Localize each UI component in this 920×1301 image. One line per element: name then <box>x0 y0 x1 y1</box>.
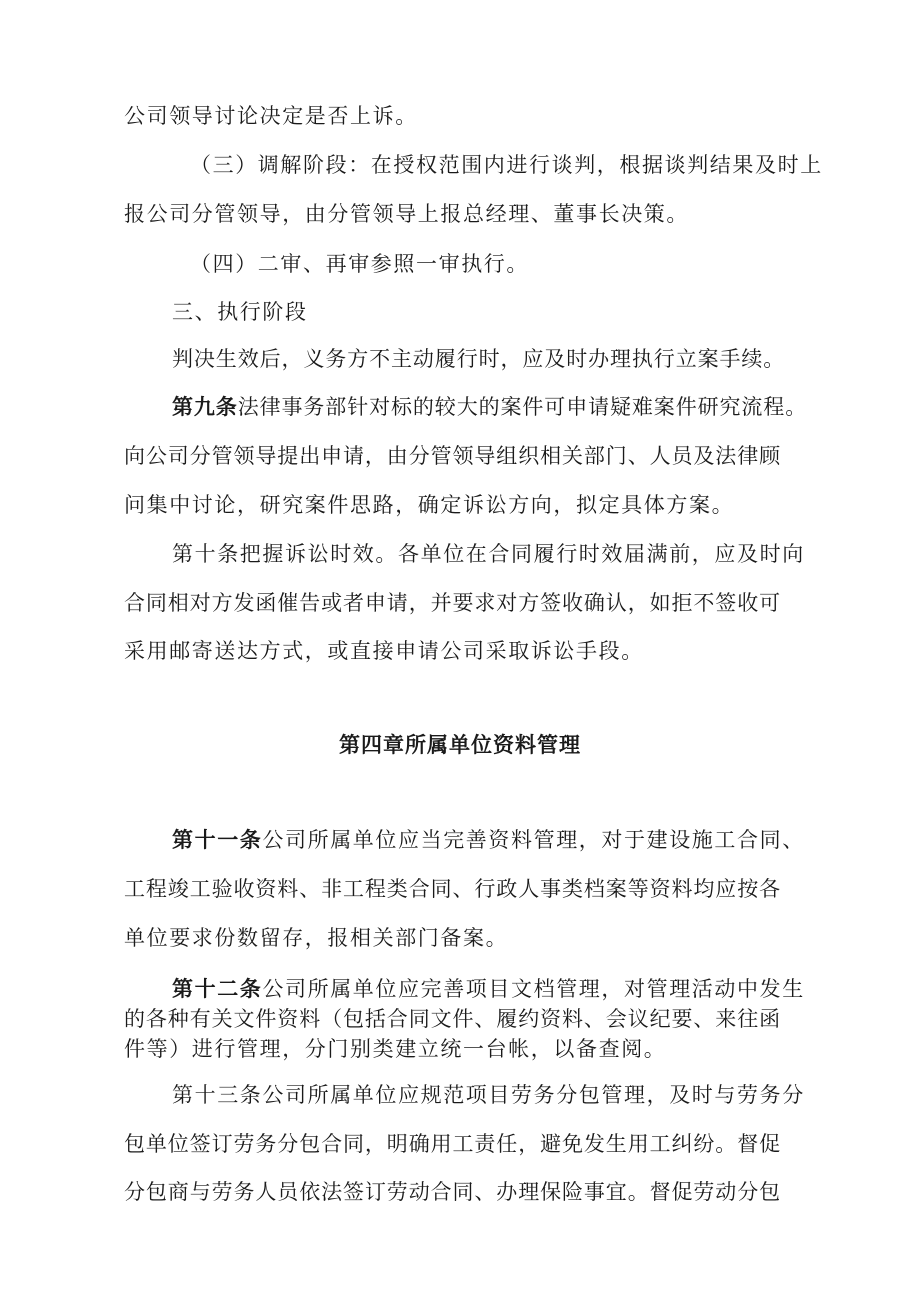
text-line-17: 的各种有关文件资料（包括合同文件、履约资料、会议纪要、来往函 <box>124 1007 781 1031</box>
text-line-appeal: （四）二审、再审参照一审执行。 <box>190 252 529 276</box>
text-line-3: 报公司分管领导，由分管领导上报总经理、董事长决策。 <box>124 202 689 226</box>
text-line-1: 公司领导讨论决定是否上诉。 <box>124 104 418 128</box>
text-line-8: 向公司分管领导提出申请，由分管领导组织相关部门、人员及法律顾 <box>124 444 781 468</box>
text-line-mediation: （三）调解阶段：在授权范围内进行谈判，根据谈判结果及时上 <box>190 153 823 177</box>
chapter-4-title: 第四章所属单位资料管理 <box>339 732 581 757</box>
text-line-15: 单位要求份数留存，报相关部门备案。 <box>124 926 509 950</box>
text-line-9: 问集中讨论，研究案件思路，确定诉讼方向，拟定具体方案。 <box>124 493 735 517</box>
article-9-line <box>172 393 824 421</box>
article-12-text: 公司所属单位应完善项目文档管理，对管理活动中发生 <box>262 977 805 1001</box>
text-line-execution: 判决生效后，义务方不主动履行时，应及时办理执行立案手续。 <box>172 347 786 371</box>
text-line-21: 分包商与劳务人员依法签订劳动合同、办理保险事宜。督促劳动分包 <box>124 1180 781 1204</box>
article-11-label: 第十一条 <box>172 827 263 852</box>
article-12-label: 第十二条 <box>172 976 263 1001</box>
article-12-line <box>172 975 824 1003</box>
article-9-text: 法律事务部针对标的较大的案件可申请疑难案件研究流程。 <box>237 395 808 419</box>
article-10-line: 第十条把握诉讼时效。各单位在合同履行时效届满前，应及时向 <box>172 542 805 566</box>
text-line-11: 合同相对方发函催告或者申请，并要求对方签收确认，如拒不签收可 <box>124 591 781 615</box>
text-line-20: 包单位签订劳务分包合同，明确用工责任，避免发生用工纠纷。督促 <box>124 1132 781 1156</box>
article-9-label: 第九条 <box>172 394 238 419</box>
text-line-12: 采用邮寄送达方式，或直接申请公司采取诉讼手段。 <box>124 639 644 663</box>
text-line-14: 工程竣工验收资料、非工程类合同、行政人事类档案等资料均应按各 <box>124 877 781 901</box>
article-13-line: 第十三条公司所属单位应规范项目劳务分包管理，及时与劳务分 <box>172 1083 805 1107</box>
section-execution-heading: 三、执行阶段 <box>172 300 308 324</box>
article-11-line <box>172 826 824 854</box>
article-11-text: 公司所属单位应当完善资料管理，对于建设施工合同、 <box>262 828 805 852</box>
text-line-18: 件等）进行管理，分门别类建立统一台帐，以备查阅。 <box>124 1037 667 1061</box>
